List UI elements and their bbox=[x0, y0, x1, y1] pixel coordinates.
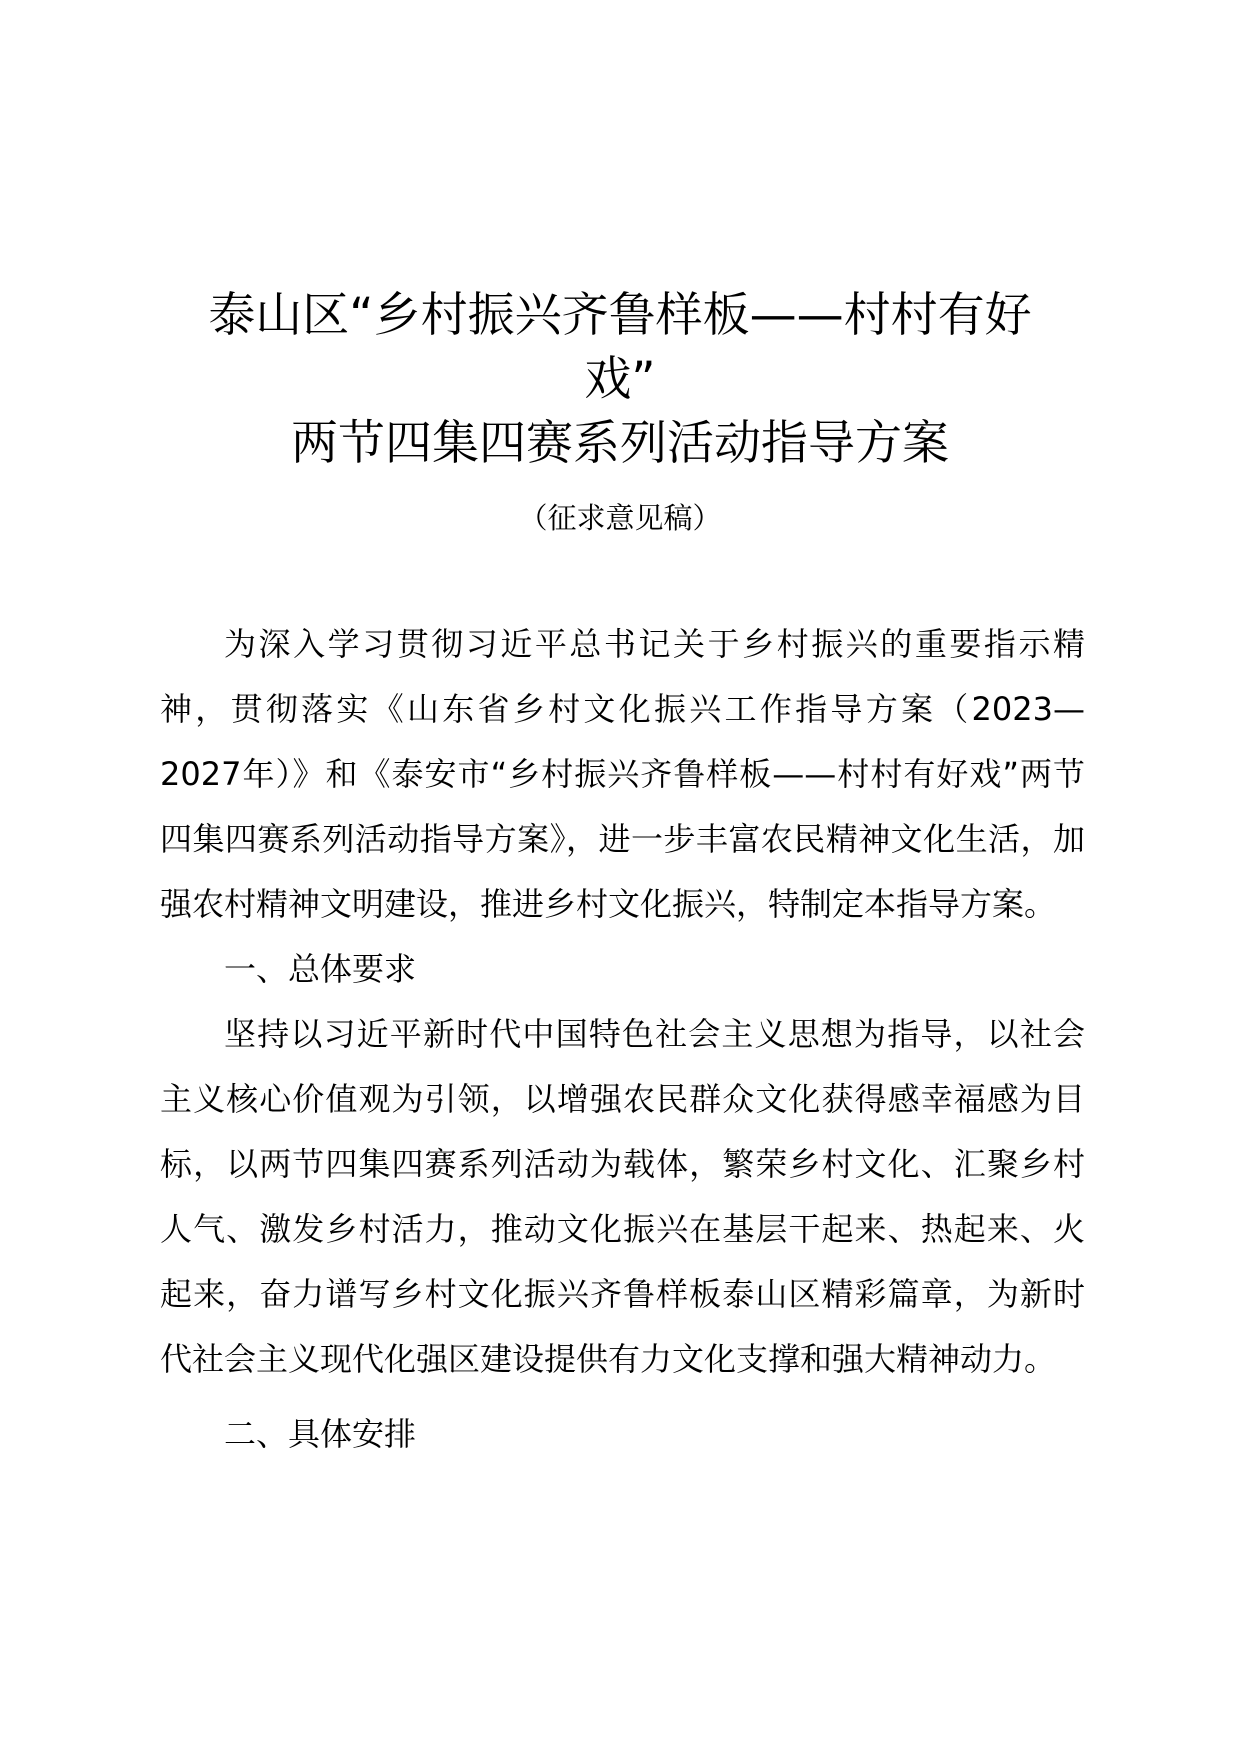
document-subtitle: （征求意见稿） bbox=[518, 501, 722, 535]
document-body bbox=[160, 612, 1085, 1467]
intro-paragraph: 为深入学习贯彻习近平总书记关于乡村振兴的重要指示精神，贯彻落实《山东省乡村文化振兴工作指导方案（2023—2027年）》和《泰安市“乡村振兴齐鲁样板——村村有好戏”两节四集四赛系列活动指导方案》，进一步丰富农民精神文化生活，加强农村精神文明建设，推进乡村文化振兴，特制定本指导方案。 bbox=[160, 625, 1085, 923]
section-gap bbox=[160, 1392, 1085, 1402]
general-requirements-paragraph: 坚持以习近平新时代中国特色社会主义思想为指导，以社会主义核心价值观为引领，以增强农民群众文化获得感幸福感为目标，以两节四集四赛系列活动为载体，繁荣乡村文化、汇聚乡村人气、激发乡村活力，推动文化振兴在基层干起来、热起来、火起来，奋力谱写乡村文化振兴齐鲁样板泰山区精彩篇章，为新时代社会主义现代化强区建设提供有力文化支撑和强大精神动力。 bbox=[160, 1015, 1085, 1378]
section-heading-general-requirements: 一、总体要求 bbox=[224, 950, 417, 988]
document-title-line-3: 两节四集四赛系列活动指导方案 bbox=[291, 416, 949, 471]
document-title-block bbox=[150, 284, 1090, 538]
section-heading-specific-arrangements: 二、具体安排 bbox=[224, 1415, 417, 1453]
document-title-line-1: 泰山区“乡村振兴齐鲁样板——村村有好 bbox=[208, 288, 1032, 343]
document-title-line-2: 戏” bbox=[584, 352, 656, 407]
